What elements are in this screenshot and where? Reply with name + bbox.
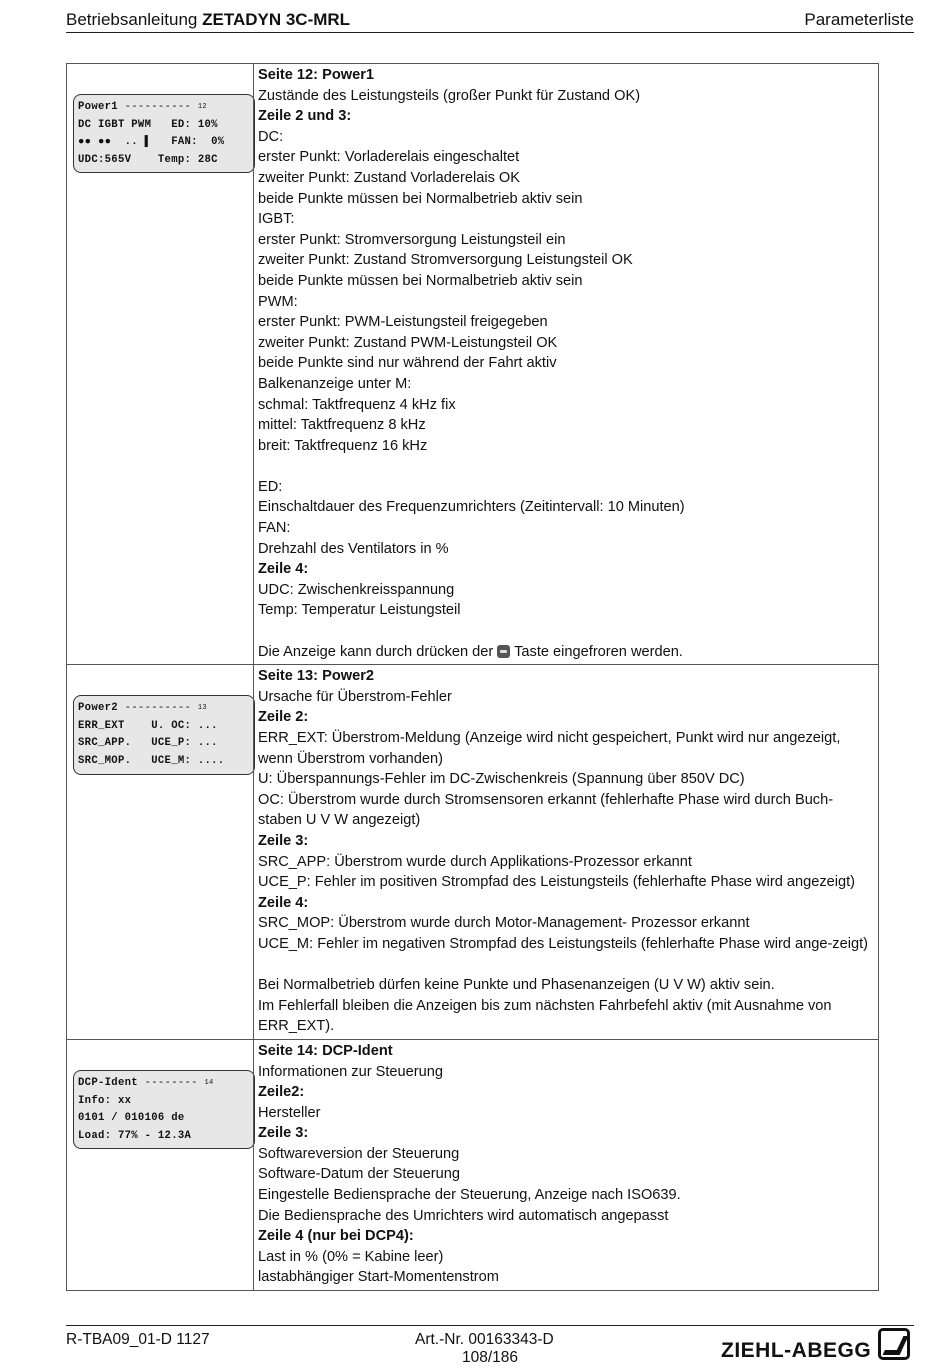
lcd-page-number: 14 [204, 1078, 214, 1087]
lcd-display [73, 695, 255, 774]
footer-page-number: 108/186 [462, 1349, 519, 1366]
header-title: Betriebsanleitung ZETADYN 3C-MRL [66, 10, 351, 29]
brand-logo-text: ZIEHL-ABEGG [721, 1339, 872, 1362]
lcd-line: DC IGBT PWM ED: 10% [78, 118, 218, 131]
spacer [258, 456, 874, 477]
description-line: zweiter Punkt: Zustand Stromversorgung Leistungsteil OK [258, 252, 633, 269]
display-cell [67, 64, 254, 665]
lcd-title: DCP-Ident [78, 1076, 138, 1089]
description-line: erster Punkt: Vorladerelais eingeschaltet [258, 149, 520, 166]
display-cell [67, 665, 254, 1040]
description-line: Hersteller [258, 1104, 321, 1121]
section-heading: Zeile 4: [258, 561, 309, 578]
description-line: Im Fehlerfall bleiben die Anzeigen bis zum nächsten Fahrbefehl aktiv (mit Ausnahme von ERR_EXT). [258, 997, 832, 1035]
key-icon [497, 645, 510, 658]
description-line: ED: [258, 478, 283, 495]
description-line: FAN: [258, 520, 291, 537]
section-heading: Zeile 4: [258, 894, 309, 911]
description-line: OC: Überstrom wurde durch Stromsensoren erkannt (fehlerhafte Phase wird durch Buch-staben U V W angezeigt) [258, 791, 834, 829]
parameter-table [66, 63, 879, 1291]
description-line: IGBT: [258, 211, 295, 228]
display-cell [67, 1039, 254, 1290]
description-line: UCE_P: Fehler im positiven Strompfad des Leistungsteils (fehlerhafte Phase wird angezeigt) [258, 874, 856, 891]
lcd-line: UDC:565V Temp: 28C [78, 153, 218, 166]
description-line: SRC_APP: Überstrom wurde durch Applikations-Prozessor erkannt [258, 853, 692, 870]
description-line: SRC_MOP: Überstrom wurde durch Motor-Management- Prozessor erkannt [258, 915, 750, 932]
description-line: U: Überspannungs-Fehler im DC-Zwischenkreis (Spannung über 850V DC) [258, 771, 745, 788]
spacer [258, 955, 874, 976]
description-line: Bei Normalbetrieb dürfen keine Punkte und Phasenanzeigen (U V W) aktiv sein. [258, 977, 775, 994]
page-header [66, 10, 914, 33]
lcd-page-number: 12 [197, 103, 207, 111]
lcd-dashes: ---------- [117, 101, 192, 113]
lcd-title: Power1 [78, 101, 118, 113]
description-line: erster Punkt: PWM-Leistungsteil freigegeben [258, 314, 548, 331]
lcd-title-line [78, 700, 250, 718]
description-line: schmal: Taktfrequenz 4 kHz fix [258, 396, 456, 413]
lcd-title-line [78, 1075, 250, 1093]
description-line: beide Punkte müssen bei Normalbetrieb aktiv sein [258, 190, 583, 207]
section-heading: Zeile 3: [258, 1125, 309, 1142]
section-heading: Seite 13: Power2 [258, 668, 374, 685]
description-line: PWM: [258, 293, 298, 310]
lcd-line: SRC_MOP. UCE_M: .... [78, 755, 225, 767]
description-line: Einschaltdauer des Frequenzumrichters (Zeitintervall: 10 Minuten) [258, 499, 685, 516]
parameter-row [67, 1039, 879, 1290]
description-line: mittel: Taktfrequenz 8 kHz [258, 417, 426, 434]
parameter-row [67, 665, 879, 1040]
spacer [258, 621, 874, 642]
description-line: Software-Datum der Steuerung [258, 1166, 460, 1183]
description-cell [254, 64, 879, 665]
description-line: ERR_EXT: Überstrom-Meldung (Anzeige wird nicht gespeichert, Punkt wird nur angezeigt, wenn Überstrom vorhanden) [258, 730, 841, 767]
section-heading: Seite 12: Power1 [258, 67, 374, 83]
description-line: UCE_M: Fehler im negativen Strompfad des Leistungsteils (fehlerhafte Phase wird ange-zeigt) [258, 935, 868, 952]
description-line: Balkenanzeige unter M: [258, 375, 412, 392]
lcd-line: Info: xx [78, 1094, 132, 1107]
header-section: Parameterliste [804, 10, 914, 29]
description-line: Die Anzeige kann durch drücken der Taste eingefroren werden. [258, 643, 683, 660]
lcd-title: Power2 [78, 702, 118, 715]
footer-article-number: Art.-Nr. 00163343-D [415, 1331, 554, 1348]
parameter-row [67, 64, 879, 665]
section-heading: Zeile 2 und 3: [258, 108, 352, 125]
lcd-line: 0101 / 010106 de [78, 1112, 185, 1125]
description-line: breit: Taktfrequenz 16 kHz [258, 437, 428, 454]
lcd-dashes: ---------- [117, 702, 192, 715]
description-line: Informationen zur Steuerung [258, 1063, 443, 1080]
description-line: lastabhängiger Start-Momentenstrom [258, 1269, 499, 1286]
description-line: beide Punkte müssen bei Normalbetrieb aktiv sein [258, 272, 583, 289]
description-line: zweiter Punkt: Zustand PWM-Leistungsteil OK [258, 334, 558, 351]
footer-doc-id: R-TBA09_01-D 1127 [66, 1331, 210, 1348]
brand-logo-icon [878, 1328, 910, 1360]
description-cell [254, 665, 879, 1040]
lcd-page-number: 13 [197, 704, 207, 713]
lcd-dashes: -------- [137, 1076, 198, 1089]
description-line: Temp: Temperatur Leistungsteil [258, 602, 461, 619]
description-line: DC: [258, 128, 284, 145]
lcd-display [73, 1070, 255, 1149]
lcd-title-line [78, 99, 250, 117]
description-line: zweiter Punkt: Zustand Vorladerelais OK [258, 169, 521, 186]
lcd-line: ●● ●● .. ▌ FAN: 0% [78, 136, 225, 149]
section-heading: Zeile 2: [258, 709, 309, 726]
lcd-line: ERR_EXT U. OC: ... [78, 719, 218, 732]
section-heading: Zeile 4 (nur bei DCP4): [258, 1228, 414, 1245]
description-line: UDC: Zwischenkreisspannung [258, 581, 455, 598]
description-line: Die Bediensprache des Umrichters wird automatisch angepasst [258, 1207, 669, 1224]
description-line: Softwareversion der Steuerung [258, 1145, 460, 1162]
description-line: Ursache für Überstrom-Fehler [258, 688, 452, 705]
footer-rule [66, 1325, 914, 1326]
lcd-line: Load: 77% - 12.3A [78, 1129, 192, 1142]
lcd-display [73, 94, 255, 173]
description-line: Zustände des Leistungsteils (großer Punkt für Zustand OK) [258, 87, 641, 104]
description-line: Last in % (0% = Kabine leer) [258, 1248, 444, 1265]
description-line: beide Punkte sind nur während der Fahrt aktiv [258, 355, 557, 372]
description-cell [254, 1039, 879, 1290]
lcd-line: SRC_APP. UCE_P: ... [78, 737, 218, 750]
section-heading: Seite 14: DCP-Ident [258, 1042, 393, 1059]
description-line: Eingestelle Bediensprache der Steuerung, Anzeige nach ISO639. [258, 1187, 681, 1204]
section-heading: Zeile 3: [258, 832, 309, 849]
section-heading: Zeile2: [258, 1084, 305, 1101]
description-line: Drehzahl des Ventilators in % [258, 540, 449, 557]
description-line: erster Punkt: Stromversorgung Leistungsteil ein [258, 231, 566, 248]
